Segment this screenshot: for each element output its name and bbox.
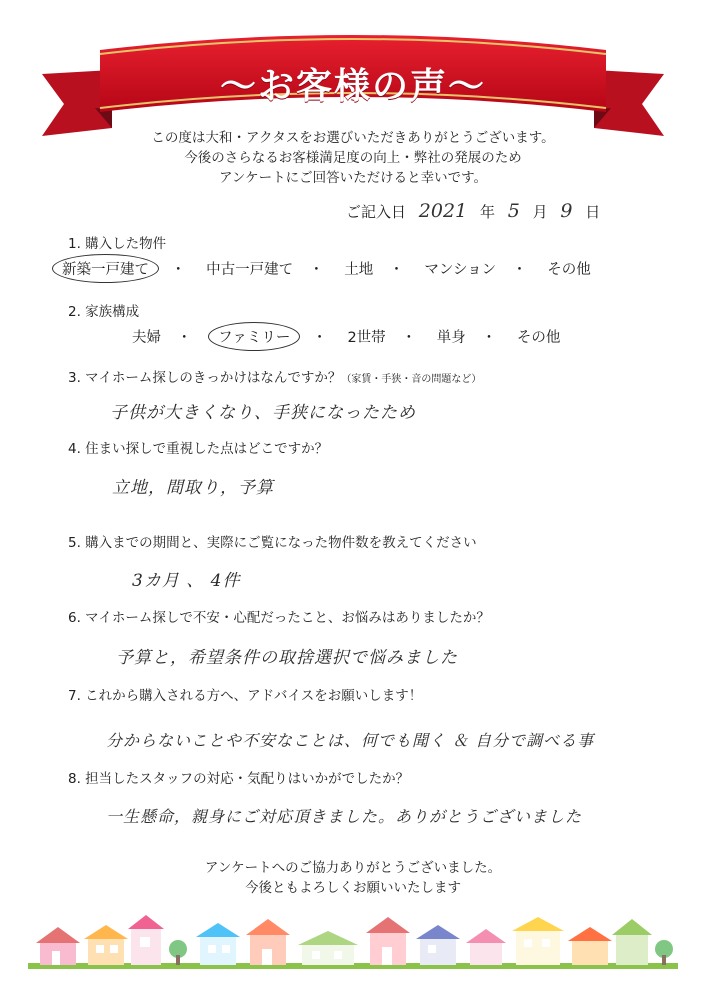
option-fufu: 夫婦 [132,330,161,346]
date-day-unit: 日 [585,203,601,221]
house-icon [416,925,460,965]
question-5-label: 5. 購入までの期間と、実際にご覧になった物件数を教えてください [68,535,477,551]
house-icon [196,923,240,965]
question-2-options: 夫婦 ・ ファミリー ・ 2世帯 ・ 単身 ・ その他 [128,322,564,351]
question-4-label: 4. 住まい探しで重視した点はどこですか？ [68,441,329,457]
thanks-line: アンケートへのご協力ありがとうございました。 [204,860,502,876]
house-icon [466,929,506,965]
answer-7: 分からないことや不安なことは、何でも聞く ＆ 自分で調べる事 [106,731,595,750]
question-1-options: 新築一戸建て ・ 中古一戸建て ・ 土地 ・ マンション ・ その他 [52,254,595,283]
question-8-label: 8. 担当したスタッフの対応・気配りはいかがでしたか？ [68,771,410,787]
question-7-label: 7. これから購入される方へ、アドバイスをお願いします！ [68,688,423,704]
house-icon [84,925,128,965]
intro-line: この度は大和・アクタスをお選びいただきありがとうございます。 [151,130,555,146]
option-sonota: その他 [547,262,591,278]
thanks-line: 今後ともよろしくお願いいたします [245,880,461,896]
option-family: ファミリー [208,322,300,351]
date-month-unit: 月 [532,203,548,221]
answer-8: 一生懸命，親身にご対応頂きました。ありがとうございました [106,807,583,826]
question-3-text: 3. マイホーム探しのきっかけはなんですか？ [68,370,342,386]
intro-text [0,128,706,188]
answer-5: 3カ月 、 4件 [132,571,241,591]
option-mansion: マンション [424,262,497,278]
option-nisetai: 2世帯 [347,330,386,346]
option-chuko: 中古一戸建て [206,262,294,278]
tree-icon [655,940,673,965]
thanks-message [0,858,706,898]
house-icon [366,917,410,965]
answer-4: 立地，間取り，予算 [112,478,274,498]
date-day: 9 [560,200,573,222]
house-icon [36,927,80,965]
question-2-label: 2. 家族構成 [68,304,140,320]
tree-icon [169,940,187,965]
question-3-label [68,366,481,386]
option-shinchiku: 新築一戸建て [52,254,159,283]
date-label: ご記入日 [346,203,407,221]
intro-line: 今後のさらなるお客様満足度の向上・弊社の発展のため [184,150,522,166]
date-year: 2021 [418,200,468,222]
answer-6: 予算と，希望条件の取捨選択で悩みました [116,648,458,668]
house-icon [246,919,290,965]
house-icon [128,915,164,965]
date-month: 5 [507,200,520,222]
date-year-unit: 年 [479,203,495,221]
question-3-note: （家賃・手狭・音の問題など） [341,374,482,385]
option-tochi: 土地 [344,262,374,278]
entry-date [346,200,600,222]
page-title: 〜お客様の声〜 [219,66,486,107]
houses-illustration [0,905,706,975]
option-tanshin: 単身 [436,330,466,346]
house-icon [612,919,652,965]
house-icon [512,917,564,965]
house-icon [568,927,612,965]
question-1-label: 1. 購入した物件 [68,236,167,252]
intro-line: アンケートにご回答いただけると幸いです。 [218,170,488,186]
house-icon [298,931,358,965]
question-6-label: 6. マイホーム探しで不安・心配だったこと、お悩みはありましたか？ [68,610,490,626]
option-sonota-2: その他 [516,330,561,346]
answer-3: 子供が大きくなり、手狭になったため [110,403,416,423]
